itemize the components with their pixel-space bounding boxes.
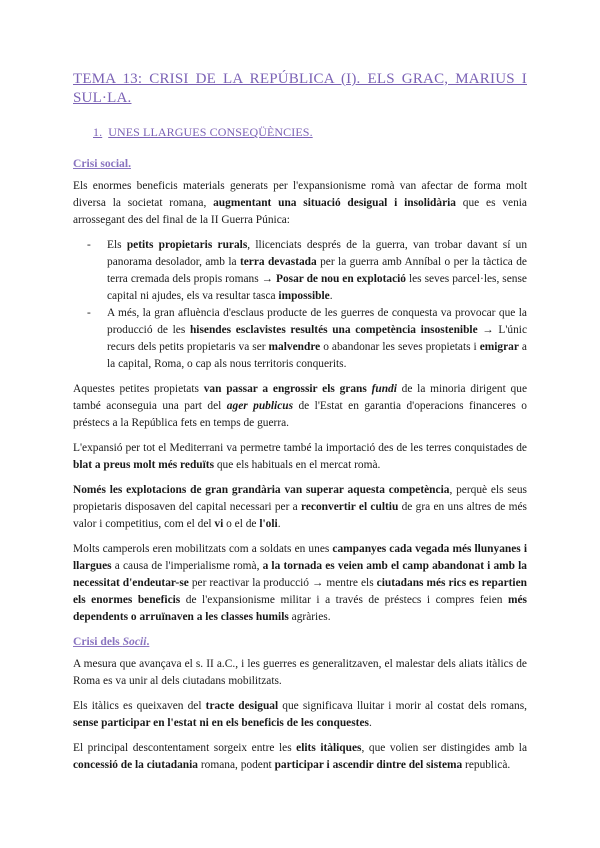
bold-run: ciutadans més rics es repartien els enormes beneficis [73, 577, 527, 606]
text-run: de l'Estat en garantia d'operacions financeres o préstecs a la República fets en temps de guerra. [73, 400, 527, 429]
text-run: romana, podent [198, 759, 275, 771]
bold-italic-run: fundi [371, 383, 397, 395]
text-run: Els [107, 239, 127, 251]
text-run: a causa de l'imperialisme romà, [111, 560, 263, 572]
text-run: . [277, 518, 281, 530]
bold-italic-run: ager publicus [226, 400, 294, 412]
subheading-crisi-socii [73, 634, 527, 650]
subheading-italic-word: Socii [122, 635, 147, 648]
text-run: Aquestes petites propietats [73, 383, 204, 395]
bold-run: elits itàliques [296, 742, 362, 754]
bold-run: blat a preus molt més reduïts [73, 459, 215, 471]
bold-run: concessió de la ciutadania [73, 759, 198, 771]
bold-run: impossible [278, 290, 330, 302]
paragraph-italics [73, 698, 527, 732]
bold-run: van passar a engrossir els grans [203, 383, 372, 395]
text-run: per reactivar la producció → mentre els [188, 577, 377, 589]
text-run: o abandonar les seves propietats i [320, 341, 480, 353]
subheading-text: Crisi dels [73, 635, 123, 648]
subheading-crisi-social: Crisi social. [73, 157, 131, 170]
text-run: . [368, 717, 372, 729]
text-run: que significava lluitar i morir al costat dels romans, [278, 700, 527, 712]
text-run: , llicenciats després de la guerra, van trobar davant sí un panorama desolador, amb la [107, 239, 528, 268]
text-run: per la guerra amb Anníbal o per la tàctica de terra cremada dels propis romans → [107, 256, 527, 285]
bold-run: Només les explotacions de gran grandària van superar aquesta competència [73, 484, 450, 496]
text-run: Molts camperols eren mobilitzats com a soldats en unes [73, 543, 333, 555]
bold-run: l'oli [259, 518, 278, 530]
text-run: de gra en uns altres de més valor i competitius, com el del [73, 501, 527, 530]
text-run: de l'expansionisme militar i a través de préstecs i compres feien [180, 594, 509, 606]
bold-run: hisendes esclavistes resultés una competència insostenible [189, 324, 478, 336]
text-run: Els enormes beneficis materials generats per l'expansionisme romà van afectar de forma molt diversa la societat romana, [73, 180, 527, 209]
text-run: L'expansió per tot el Mediterrani va permetre també la importació des de les terres conquistades de [73, 442, 527, 454]
list-item [87, 237, 528, 305]
text-run: Els itàlics es queixaven del [73, 700, 206, 712]
bold-run: participar i ascendir dintre del sistema [274, 759, 463, 771]
page-title: TEMA 13: CRISI DE LA REPÚBLICA (I). ELS GRAC, MARIUS I SUL·LA. [73, 71, 527, 106]
paragraph-fundi [73, 381, 527, 432]
section-heading [93, 124, 527, 140]
text-run: a la capital, Roma, o cap als nous territoris conquerits. [107, 341, 527, 370]
paragraph-explotacions [73, 482, 527, 533]
dash-marker: - [87, 239, 91, 251]
bold-run: tracte desigual [205, 700, 279, 712]
bold-run: terra devastada [239, 256, 317, 268]
bold-run: emigrar [479, 341, 519, 353]
bold-run: reconvertir el cultiu [301, 501, 399, 513]
text-run: → L'únic recurs dels petits propietaris va ser [107, 324, 527, 353]
text-run: , perquè els seus propietaris disposaven del capital necessari per a [73, 484, 527, 513]
paragraph-malestar: A mesura que avançava el s. II a.C., i les guerres es generalitzaven, el malestar dels aliats itàlics de Roma es va unir al dels ciutadans mobilitzats. [73, 658, 527, 687]
dash-list [73, 237, 527, 373]
paragraph-intro [73, 178, 527, 229]
bold-run: a la tornada es veien amb el camp abandonat i amb la necessitat d'endeutar-se [73, 560, 527, 589]
text-run: les seves parcel·les, sense capital ni ajudes, els va resultar tasca [107, 273, 527, 302]
bold-run: augmentant una situació desigual i insolidària [213, 197, 456, 209]
text-run: El principal descontentament sorgeix entre les [73, 742, 297, 754]
bold-run: sense participar en l'estat ni en els beneficis de les conquestes [73, 717, 369, 729]
paragraph-blat [73, 440, 527, 474]
paragraph-camperols [73, 541, 527, 626]
section-label: UNES LLARGUES CONSEQÜÈNCIES. [108, 125, 313, 139]
text-run: de la minoria dirigent que també aconseguia una part del [73, 383, 528, 412]
list-item [87, 305, 527, 373]
bold-run: petits propietaris rurals [126, 239, 248, 251]
bold-run: vi [214, 518, 224, 530]
bold-run: Posar de nou en explotació [275, 273, 406, 285]
section-number: 1. [93, 125, 103, 139]
text-run: agràries. [288, 611, 331, 623]
text-run: . [329, 290, 333, 302]
text-run: republicà. [462, 759, 511, 771]
bold-run: malvendre [268, 341, 321, 353]
text-run: que els habituals en el mercat romà. [214, 459, 381, 471]
bold-run: campanyes cada vegada més llunyanes i llargues [73, 543, 527, 572]
paragraph-elits [73, 740, 527, 774]
bold-run: més dependents o arruïnaven a les classes humils [73, 594, 527, 623]
text-run: o el de [223, 518, 260, 530]
text-run: A més, la gran afluència d'esclaus producte de les guerres de conquesta va provocar que la producció de les [107, 307, 527, 336]
dash-marker: - [87, 307, 91, 319]
subheading-text: . [146, 635, 150, 648]
text-run: , que volien ser distingides amb la [361, 742, 527, 754]
text-run: que es venia arrossegant des del final de la II Guerra Púnica: [73, 197, 527, 226]
